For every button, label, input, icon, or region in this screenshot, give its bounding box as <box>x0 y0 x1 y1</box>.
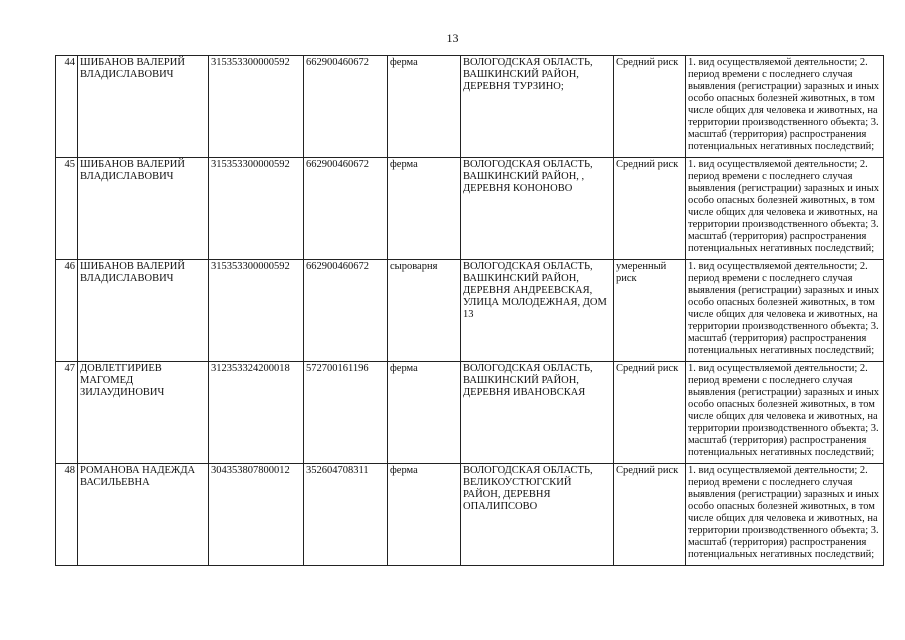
risk-category-cell: Средний риск <box>614 158 686 260</box>
inn-cell: 662900460672 <box>304 260 388 362</box>
risk-criteria-cell: 1. вид осуществляемой деятельности; 2. период времени с последнего случая выявления (регистрации) заразных и иных особо опасных болезней животных, в том числе общих для человека и животных, на территории производственного объекта; 3. масштаб (территория) распространения потенциальных негативных последствий; <box>686 464 884 566</box>
risk-criteria-cell: 1. вид осуществляемой деятельности; 2. период времени с последнего случая выявления (регистрации) заразных и иных особо опасных болезней животных, в том числе общих для человека и животных, на территории производственного объекта; 3. масштаб (территория) распространения потенциальных негативных последствий; <box>686 158 884 260</box>
address-cell: ВОЛОГОДСКАЯ ОБЛАСТЬ, ВАШКИНСКИЙ РАЙОН, ДЕРЕВНЯ ТУРЗИНО; <box>461 56 614 158</box>
table-row <box>56 464 884 566</box>
object-type-cell: ферма <box>388 56 461 158</box>
risk-category-cell: Средний риск <box>614 362 686 464</box>
entity-name: ДОВЛЕТГИРИЕВ МАГОМЕД ЗИЛАУДИНОВИЧ <box>78 362 209 464</box>
entity-name: ШИБАНОВ ВАЛЕРИЙ ВЛАДИСЛАВОВИЧ <box>78 56 209 158</box>
risk-category-cell: Средний риск <box>614 464 686 566</box>
risk-category-cell: Средний риск <box>614 56 686 158</box>
entity-name: РОМАНОВА НАДЕЖДА ВАСИЛЬЕВНА <box>78 464 209 566</box>
inn-cell: 572700161196 <box>304 362 388 464</box>
row-number: 48 <box>56 464 78 566</box>
table-row <box>56 56 884 158</box>
object-type-cell: ферма <box>388 158 461 260</box>
ogrn-cell: 315353300000592 <box>209 158 304 260</box>
inn-cell: 662900460672 <box>304 158 388 260</box>
row-number: 46 <box>56 260 78 362</box>
table-row <box>56 362 884 464</box>
address-cell: ВОЛОГОДСКАЯ ОБЛАСТЬ, ВАШКИНСКИЙ РАЙОН, ДЕРЕВНЯ ИВАНОВСКАЯ <box>461 362 614 464</box>
risk-criteria-cell: 1. вид осуществляемой деятельности; 2. период времени с последнего случая выявления (регистрации) заразных и иных особо опасных болезней животных, в том числе общих для человека и животных, на территории производственного объекта; 3. масштаб (территория) распространения потенциальных негативных последствий; <box>686 362 884 464</box>
row-number: 44 <box>56 56 78 158</box>
page-number: 13 <box>446 31 459 45</box>
address-cell: ВОЛОГОДСКАЯ ОБЛАСТЬ, ВАШКИНСКИЙ РАЙОН, ДЕРЕВНЯ АНДРЕЕВСКАЯ, УЛИЦА МОЛОДЕЖНАЯ, ДОМ 13 <box>461 260 614 362</box>
ogrn-cell: 312353324200018 <box>209 362 304 464</box>
entity-name: ШИБАНОВ ВАЛЕРИЙ ВЛАДИСЛАВОВИЧ <box>78 158 209 260</box>
table-row <box>56 158 884 260</box>
address-cell: ВОЛОГОДСКАЯ ОБЛАСТЬ, ВАШКИНСКИЙ РАЙОН, , ДЕРЕВНЯ КОНОНОВО <box>461 158 614 260</box>
table-row <box>56 260 884 362</box>
table-body <box>56 56 884 566</box>
row-number: 45 <box>56 158 78 260</box>
object-type-cell: ферма <box>388 362 461 464</box>
ogrn-cell: 315353300000592 <box>209 56 304 158</box>
risk-criteria-cell: 1. вид осуществляемой деятельности; 2. период времени с последнего случая выявления (регистрации) заразных и иных особо опасных болезней животных, в том числе общих для человека и животных, на территории производственного объекта; 3. масштаб (территория) распространения потенциальных негативных последствий; <box>686 260 884 362</box>
ogrn-cell: 315353300000592 <box>209 260 304 362</box>
ogrn-cell: 304353807800012 <box>209 464 304 566</box>
object-type-cell: ферма <box>388 464 461 566</box>
inn-cell: 662900460672 <box>304 56 388 158</box>
risk-criteria-cell: 1. вид осуществляемой деятельности; 2. период времени с последнего случая выявления (регистрации) заразных и иных особо опасных болезней животных, в том числе общих для человека и животных, на территории производственного объекта; 3. масштаб (территория) распространения потенциальных негативных последствий; <box>686 56 884 158</box>
risk-category-cell: умеренный риск <box>614 260 686 362</box>
address-cell: ВОЛОГОДСКАЯ ОБЛАСТЬ, ВЕЛИКОУСТЮГСКИЙ РАЙОН, ДЕРЕВНЯ ОПАЛИПСОВО <box>461 464 614 566</box>
registry-table <box>55 55 884 566</box>
entity-name: ШИБАНОВ ВАЛЕРИЙ ВЛАДИСЛАВОВИЧ <box>78 260 209 362</box>
row-number: 47 <box>56 362 78 464</box>
object-type-cell: сыроварня <box>388 260 461 362</box>
inn-cell: 352604708311 <box>304 464 388 566</box>
